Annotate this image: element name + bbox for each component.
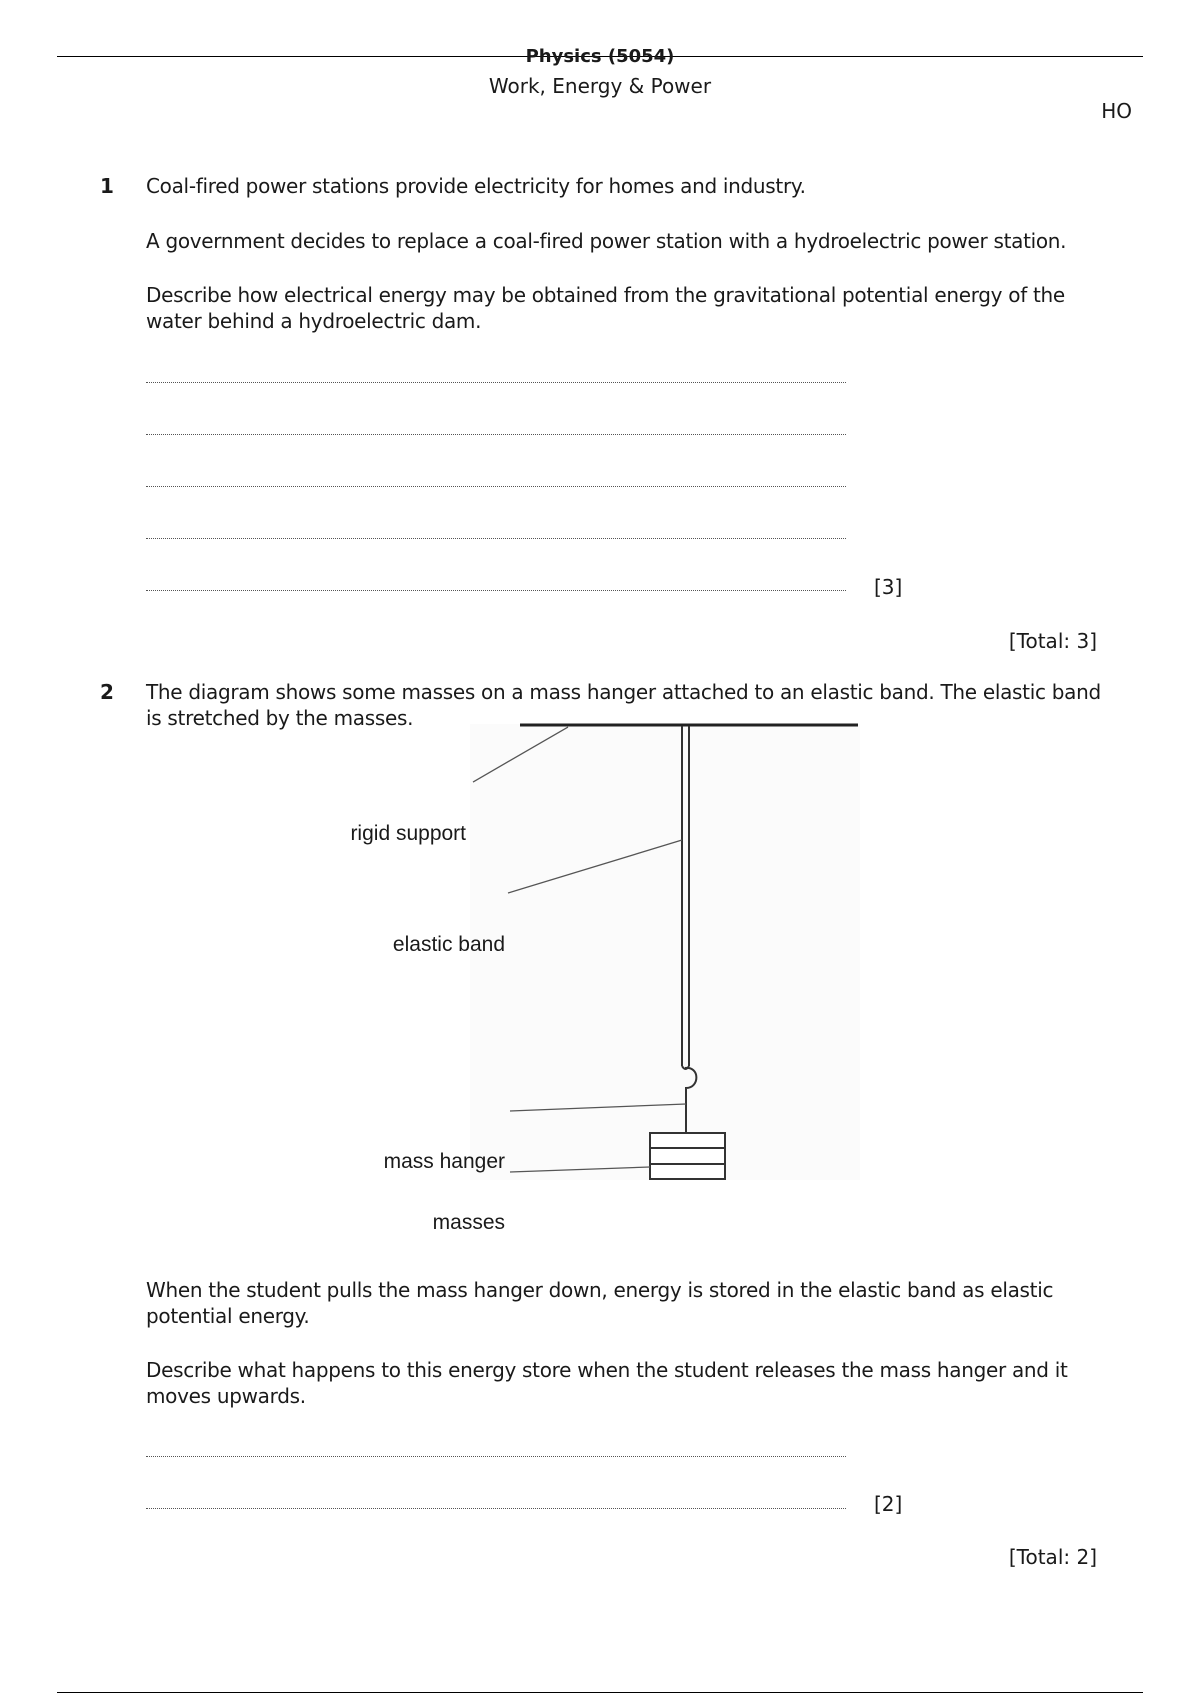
q2-paragraph-2: Describe what happens to this energy store when the student releases the mass hanger and it moves upwards.	[146, 1358, 1068, 1408]
q1-paragraph-1: Coal-fired power stations provide electricity for homes and industry.	[146, 174, 806, 198]
question-2-number: 2	[100, 680, 114, 704]
q2-paragraph-1: When the student pulls the mass hanger down, energy is stored in the elastic band as elastic potential energy.	[146, 1278, 1054, 1328]
q1-total: [Total: 3]	[1008, 629, 1097, 653]
q2-answer-line-2[interactable]	[146, 1508, 846, 1509]
diagram-background	[470, 724, 860, 1180]
label-mass-hanger: mass hanger	[383, 1150, 505, 1173]
q1-paragraph-2: A government decides to replace a coal-fired power station with a hydroelectric power station.	[146, 229, 1067, 253]
q1-paragraph-3: Describe how electrical energy may be obtained from the gravitational potential energy of the water behind a hydroelectric dam.	[146, 283, 1065, 333]
subject-title: Physics (5054)	[525, 46, 675, 67]
q2-answer-line-1[interactable]	[146, 1456, 846, 1457]
label-elastic-band: elastic band	[392, 933, 505, 956]
label-rigid-support: rigid support	[350, 822, 466, 845]
masses-stack	[650, 1133, 725, 1179]
footer-rule	[57, 1692, 1143, 1693]
paper-code: HO	[1101, 99, 1132, 123]
question-1-number: 1	[100, 174, 114, 198]
q2-total: [Total: 2]	[1008, 1545, 1097, 1569]
topic-title: Work, Energy & Power	[488, 74, 712, 98]
q2-marks: [2]	[874, 1492, 903, 1516]
q1-marks: [3]	[874, 575, 903, 599]
q2-intro: The diagram shows some masses on a mass hanger attached to an elastic band. The elastic band is stretched by the masses.	[146, 680, 1101, 730]
label-masses: masses	[432, 1211, 505, 1234]
